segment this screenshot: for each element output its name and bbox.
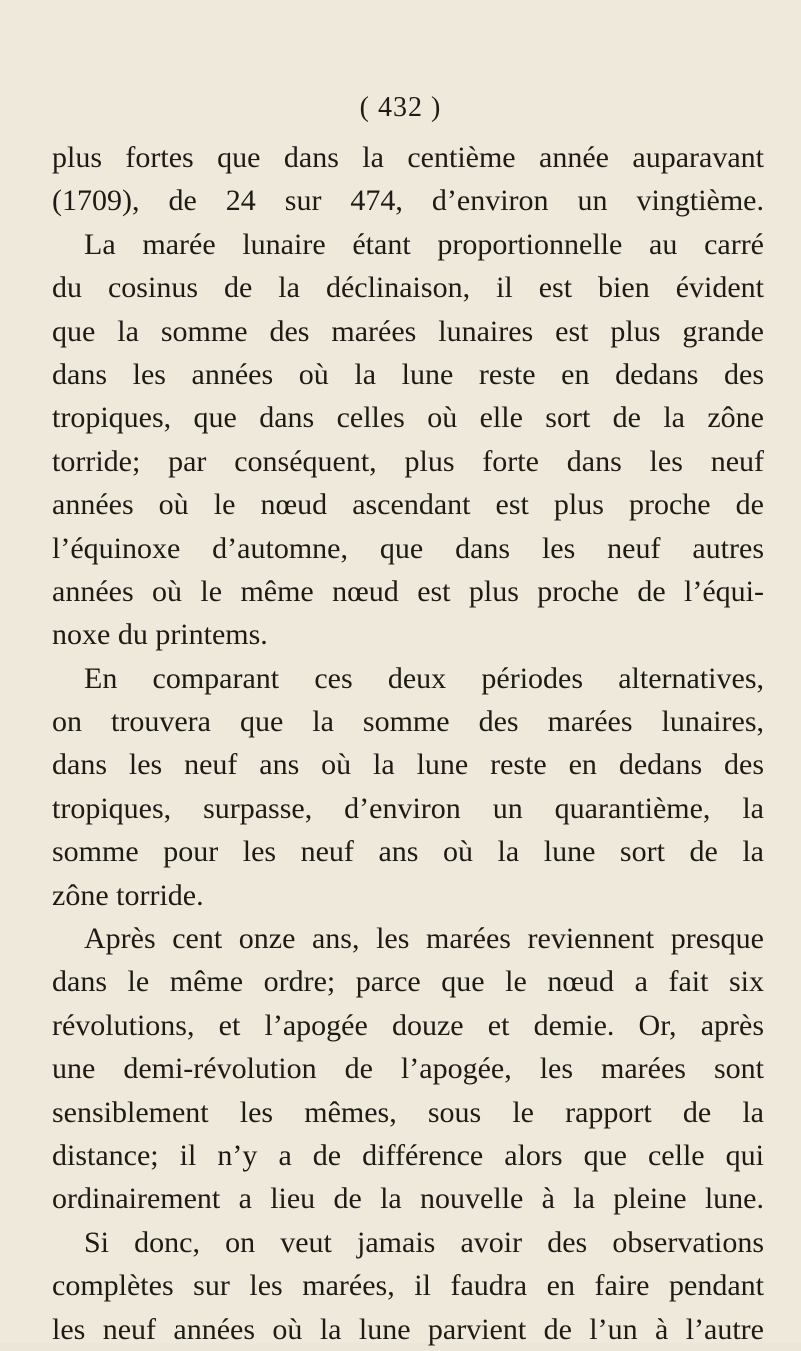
text-line: que la somme des marées lunaires est plus grande — [52, 314, 764, 348]
text-line: plus fortes que dans la centième année auparavant — [52, 141, 764, 174]
text-line: zône torride. — [52, 878, 204, 912]
text-line: noxe du printems. — [52, 618, 268, 652]
text-line: les neuf années où la lune parvient de l’un à l’autre — [52, 1312, 764, 1346]
body-text — [52, 136, 764, 1351]
text-line: dans les années où la lune reste en dedans des — [52, 357, 764, 391]
text-line: torride; par conséquent, plus forte dans les neuf — [52, 444, 764, 478]
text-line: l’équinoxe d’automne, que dans les neuf autres — [52, 531, 764, 565]
text-line: tropiques, que dans celles où elle sort de la zône — [52, 401, 764, 435]
text-line: somme pour les neuf ans où la lune sort de la — [52, 835, 764, 869]
text-line: distance; il n’y a de différence alors que celle qui — [52, 1138, 764, 1172]
text-line: La marée lunaire étant proportionnelle au carré — [84, 227, 764, 261]
text-line: ordinairement a lieu de la nouvelle à la pleine lune. — [52, 1182, 764, 1216]
text-line: une demi-révolution de l’apogée, les marées sont — [52, 1052, 764, 1086]
page-number: ( 432 ) — [359, 92, 442, 123]
text-line: révolutions, et l’apogée douze et demie. Or, après — [52, 1008, 764, 1042]
text-line: du cosinus de la déclinaison, il est bien évident — [52, 271, 764, 305]
text-line: années où le même nœud est plus proche de l’équi- — [52, 574, 764, 608]
text-line: sensiblement les mêmes, sous le rapport de la — [52, 1095, 764, 1129]
text-line: Si donc, on veut jamais avoir des observations — [84, 1225, 764, 1259]
text-line: années où le nœud ascendant est plus proche de — [52, 488, 764, 522]
text-line: dans le même ordre; parce que le nœud a fait six — [52, 965, 764, 999]
text-line: on trouvera que la somme des marées lunaires, — [52, 705, 764, 739]
text-line: Après cent onze ans, les marées reviennent presque — [84, 922, 764, 956]
text-line: dans les neuf ans où la lune reste en dedans des — [52, 748, 764, 782]
text-line: En comparant ces deux périodes alternatives, — [84, 661, 764, 695]
text-line: complètes sur les marées, il faudra en faire pendant — [52, 1269, 764, 1303]
text-line: (1709), de 24 sur 474, d’environ un vingtième. — [52, 184, 764, 218]
text-line: tropiques, surpasse, d’environ un quarantième, la — [52, 791, 764, 825]
